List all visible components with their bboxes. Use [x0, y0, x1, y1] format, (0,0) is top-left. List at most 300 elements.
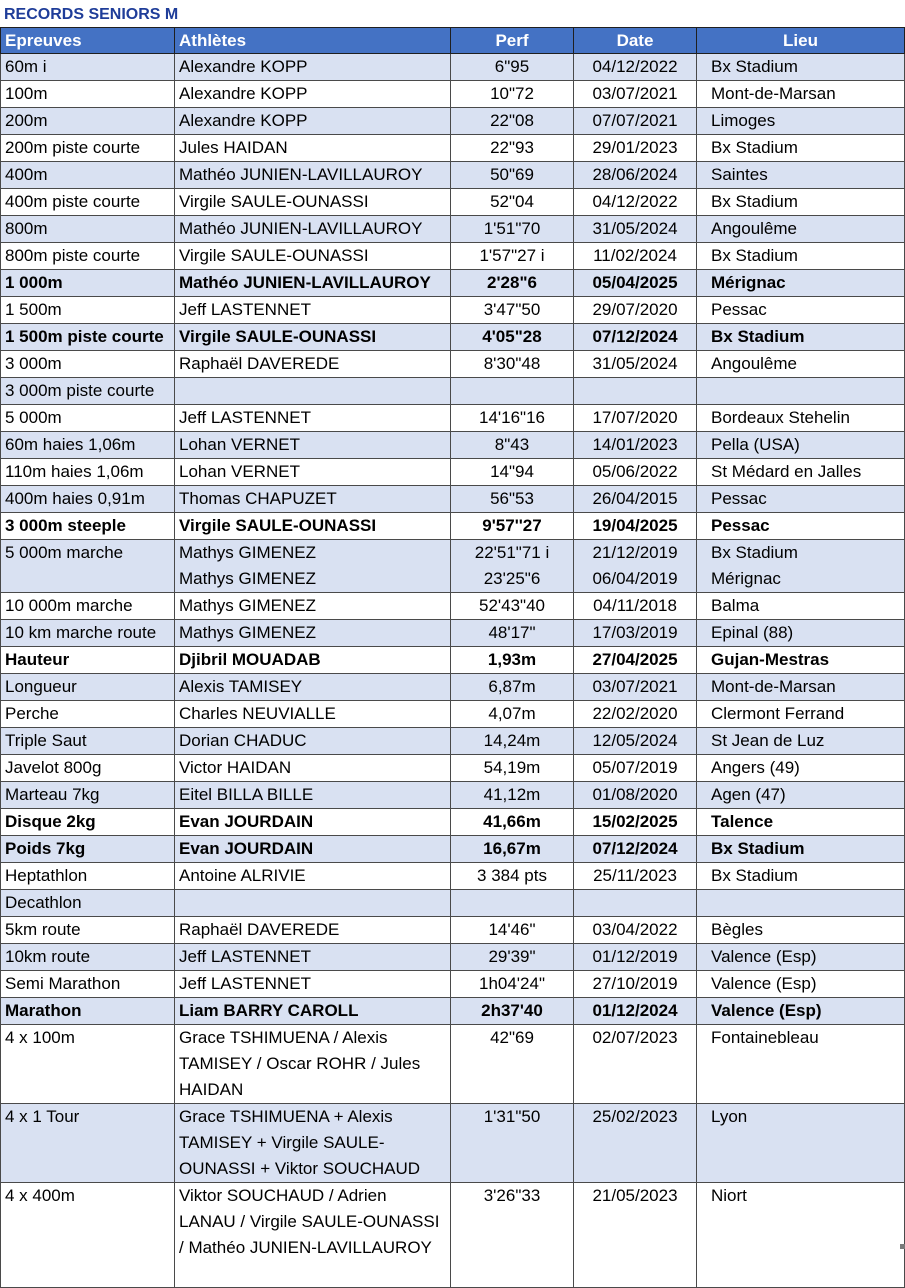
cell-epreuve — [1, 162, 175, 189]
cell-line: Pessac — [711, 489, 767, 508]
cell-date — [574, 108, 697, 135]
cell-line: 05/06/2022 — [592, 462, 678, 481]
table-row — [1, 782, 905, 809]
cell-lieu — [697, 486, 905, 513]
cell-lieu — [697, 1025, 905, 1104]
cell-epreuve — [1, 378, 175, 405]
cell-line — [179, 378, 446, 404]
cell-line: 27/04/2025 — [592, 650, 678, 669]
cell-line: 25/11/2023 — [593, 866, 677, 885]
cell-line: Poids 7kg — [5, 839, 86, 858]
table-row — [1, 189, 905, 216]
cell-epreuve — [1, 351, 175, 378]
cell-date — [574, 54, 697, 81]
cell-athlete — [175, 135, 451, 162]
cell-date — [574, 728, 697, 755]
cell-line: Viktor SOUCHAUD / Adrien — [179, 1186, 387, 1205]
cell-date — [574, 135, 697, 162]
cell-line: Bx Stadium — [711, 138, 798, 157]
cell-perf — [451, 728, 574, 755]
table-row — [1, 1025, 905, 1104]
cell-line: 100m — [5, 84, 48, 103]
cell-perf — [451, 243, 574, 270]
cell-line: 2h37'40 — [481, 1001, 543, 1020]
page-title: RECORDS SENIORS M — [4, 6, 179, 23]
cell-perf — [451, 755, 574, 782]
cell-date — [574, 971, 697, 998]
cell-line: 03/07/2021 — [592, 84, 678, 103]
cell-perf — [451, 459, 574, 486]
cell-line: 21/12/2019 — [592, 543, 678, 562]
cell-perf — [451, 701, 574, 728]
cell-line: 200m piste courte — [5, 138, 141, 157]
cell-perf — [451, 378, 574, 405]
cell-epreuve — [1, 863, 175, 890]
cell-line: Charles NEUVIALLE — [179, 704, 336, 723]
cell-perf — [451, 432, 574, 459]
cell-line: 22/02/2020 — [592, 704, 678, 723]
cell-line: Lyon — [711, 1107, 748, 1126]
cell-line: 14"94 — [490, 462, 534, 481]
cell-epreuve — [1, 270, 175, 297]
cell-perf — [451, 809, 574, 836]
cell-date — [574, 647, 697, 674]
cell-epreuve — [1, 540, 175, 593]
cell-lieu — [697, 378, 905, 405]
cell-line: Evan JOURDAIN — [179, 812, 314, 831]
table-row — [1, 378, 905, 405]
header-athletes: Athlètes — [175, 28, 451, 54]
cell-perf — [451, 593, 574, 620]
cell-line — [455, 378, 569, 404]
table-row — [1, 647, 905, 674]
cell-athlete — [175, 243, 451, 270]
cell-perf — [451, 863, 574, 890]
cell-date — [574, 351, 697, 378]
cell-line: Semi Marathon — [5, 974, 121, 993]
cell-lieu — [697, 863, 905, 890]
cell-line: 22"08 — [490, 111, 534, 130]
cell-lieu — [697, 593, 905, 620]
cell-line: Bx Stadium — [711, 327, 805, 346]
cell-epreuve — [1, 486, 175, 513]
cell-line: 54,19m — [483, 758, 541, 777]
cell-line: Alexis TAMISEY — [179, 677, 303, 696]
cell-line: Evan JOURDAIN — [179, 839, 314, 858]
cell-epreuve — [1, 1183, 175, 1288]
cell-line: Mathys GIMENEZ — [179, 623, 316, 642]
cell-epreuve — [1, 81, 175, 108]
cell-line: 1,93m — [487, 650, 537, 669]
cell-line: 5 000m marche — [5, 543, 124, 562]
cell-athlete — [175, 540, 451, 593]
header-row — [1, 28, 905, 54]
cell-date — [574, 755, 697, 782]
cell-epreuve — [1, 1104, 175, 1183]
cell-line: 02/07/2023 — [592, 1028, 678, 1047]
cell-lieu — [697, 674, 905, 701]
cell-line: 1'57"27 i — [479, 246, 545, 265]
cell-perf — [451, 1104, 574, 1183]
cell-line: Bx Stadium — [711, 543, 798, 562]
cell-epreuve — [1, 782, 175, 809]
cell-date — [574, 486, 697, 513]
cell-line: Agen (47) — [711, 785, 786, 804]
cell-perf — [451, 1183, 574, 1288]
cell-line: 01/12/2024 — [592, 1001, 678, 1020]
cell-line: 1'51"70 — [483, 219, 541, 238]
cell-line: 27/10/2019 — [592, 974, 678, 993]
cell-perf — [451, 674, 574, 701]
cell-line: 8'30"48 — [483, 354, 541, 373]
cell-epreuve — [1, 890, 175, 917]
cell-lieu — [697, 971, 905, 998]
cell-athlete — [175, 1025, 451, 1104]
cell-line: 48'17" — [488, 623, 536, 642]
cell-athlete — [175, 189, 451, 216]
cell-line: Mathys GIMENEZ — [179, 569, 316, 588]
cell-athlete — [175, 701, 451, 728]
header-epreuves: Epreuves — [1, 28, 175, 54]
cell-date — [574, 270, 697, 297]
cell-epreuve — [1, 243, 175, 270]
cell-line: Bx Stadium — [711, 246, 798, 265]
cell-line — [711, 378, 900, 404]
cell-athlete — [175, 351, 451, 378]
cell-line: 05/07/2019 — [592, 758, 678, 777]
cell-line: 04/11/2018 — [593, 596, 677, 615]
cell-line: 3 000m — [5, 354, 62, 373]
cell-lieu — [697, 944, 905, 971]
cell-line: 800m piste courte — [5, 246, 141, 265]
cell-line: Mathéo JUNIEN-LAVILLAUROY — [179, 273, 431, 292]
cell-line: 1 500m — [5, 300, 62, 319]
cell-epreuve — [1, 971, 175, 998]
table-row — [1, 216, 905, 243]
cell-date — [574, 809, 697, 836]
cell-lieu — [697, 890, 905, 917]
cell-line: Bx Stadium — [711, 57, 798, 76]
cell-perf — [451, 647, 574, 674]
cell-line: 4,07m — [488, 704, 536, 723]
cell-line: Mathys GIMENEZ — [179, 596, 316, 615]
table-row — [1, 1104, 905, 1183]
cell-line: Hauteur — [5, 650, 70, 669]
table-row — [1, 998, 905, 1025]
cell-line: 03/07/2021 — [592, 677, 678, 696]
cell-epreuve — [1, 189, 175, 216]
cell-perf — [451, 162, 574, 189]
cell-date — [574, 620, 697, 647]
cell-line: 14'46" — [488, 920, 536, 939]
cell-line — [578, 890, 692, 916]
cell-epreuve — [1, 135, 175, 162]
cell-athlete — [175, 54, 451, 81]
cell-line: 11/02/2024 — [593, 246, 677, 265]
cell-line: 03/04/2022 — [592, 920, 678, 939]
table-row — [1, 593, 905, 620]
cell-line: Javelot 800g — [5, 758, 102, 777]
cell-athlete — [175, 513, 451, 540]
table-row — [1, 486, 905, 513]
cell-line: Valence (Esp) — [711, 1001, 822, 1020]
cell-line: 19/04/2025 — [592, 516, 678, 535]
cell-perf — [451, 782, 574, 809]
cell-date — [574, 162, 697, 189]
header-date: Date — [574, 28, 697, 54]
cell-epreuve — [1, 54, 175, 81]
cell-epreuve — [1, 593, 175, 620]
cell-line: 1 000m — [5, 273, 63, 292]
table-row — [1, 728, 905, 755]
cell-lieu — [697, 459, 905, 486]
cell-line: Jeff LASTENNET — [179, 300, 311, 319]
cell-line: 07/07/2021 — [592, 111, 678, 130]
table-row — [1, 270, 905, 297]
cell-line: 60m i — [5, 57, 47, 76]
cell-line: Jeff LASTENNET — [179, 974, 311, 993]
cell-perf — [451, 620, 574, 647]
cell-date — [574, 459, 697, 486]
cell-athlete — [175, 108, 451, 135]
cell-athlete — [175, 944, 451, 971]
cell-athlete — [175, 890, 451, 917]
cell-lieu — [697, 620, 905, 647]
cell-lieu — [697, 809, 905, 836]
cell-epreuve — [1, 917, 175, 944]
cell-perf — [451, 135, 574, 162]
cell-line: Mont-de-Marsan — [711, 677, 836, 696]
cell-line: Mont-de-Marsan — [711, 84, 836, 103]
cell-line: Valence (Esp) — [711, 974, 817, 993]
cell-line: 29/01/2023 — [592, 138, 678, 157]
cell-line: 400m piste courte — [5, 192, 141, 211]
cell-epreuve — [1, 108, 175, 135]
cell-epreuve — [1, 701, 175, 728]
cell-line: 52"04 — [490, 192, 534, 211]
cell-lieu — [697, 351, 905, 378]
cell-perf — [451, 351, 574, 378]
cell-athlete — [175, 162, 451, 189]
cell-line: 01/08/2020 — [592, 785, 678, 804]
cell-athlete — [175, 432, 451, 459]
cell-line: 41,66m — [483, 812, 541, 831]
cell-line: Virgile SAULE-OUNASSI — [179, 246, 369, 265]
cell-line: Angoulême — [711, 354, 798, 373]
cell-line: 52'43"40 — [478, 596, 545, 615]
cell-line: Grace TSHIMUENA / Alexis — [179, 1028, 388, 1047]
cell-epreuve — [1, 944, 175, 971]
cell-line: 4 x 400m — [5, 1186, 75, 1205]
cell-lieu — [697, 1104, 905, 1183]
cell-line: Marathon — [5, 1001, 82, 1020]
cell-perf — [451, 836, 574, 863]
cell-lieu — [697, 189, 905, 216]
table-row — [1, 1183, 905, 1288]
table-row — [1, 108, 905, 135]
cell-lieu — [697, 836, 905, 863]
table-row — [1, 755, 905, 782]
cell-line: 22'51"71 i — [474, 543, 550, 562]
header-lieu: Lieu — [697, 28, 905, 54]
cell-epreuve — [1, 513, 175, 540]
cell-epreuve — [1, 405, 175, 432]
cell-line: Virgile SAULE-OUNASSI — [179, 327, 377, 346]
cell-line: Virgile SAULE-OUNASSI — [179, 516, 377, 535]
cell-line: 8"43 — [494, 435, 530, 454]
cell-epreuve — [1, 836, 175, 863]
cell-line: Antoine ALRIVIE — [179, 866, 306, 885]
cell-line: 29'39" — [488, 947, 536, 966]
cell-lieu — [697, 755, 905, 782]
cell-line: Perche — [5, 704, 59, 723]
cell-line: 800m — [5, 219, 48, 238]
cell-line: Heptathlon — [5, 866, 88, 885]
cell-epreuve — [1, 809, 175, 836]
cell-athlete — [175, 405, 451, 432]
cell-perf — [451, 270, 574, 297]
cell-perf — [451, 1025, 574, 1104]
cell-athlete — [175, 459, 451, 486]
cell-line: Djibril MOUADAB — [179, 650, 321, 669]
cell-line: 25/02/2023 — [592, 1107, 678, 1126]
cell-athlete — [175, 486, 451, 513]
cell-perf — [451, 324, 574, 351]
cell-line: Pella (USA) — [711, 435, 800, 454]
cell-perf — [451, 513, 574, 540]
cell-date — [574, 944, 697, 971]
cell-line: Alexandre KOPP — [179, 111, 308, 130]
cell-line: OUNASSI + Viktor SOUCHAUD — [179, 1159, 421, 1178]
cell-athlete — [175, 378, 451, 405]
cell-line: 9'57''27 — [482, 516, 542, 535]
cell-date — [574, 324, 697, 351]
cell-date — [574, 1104, 697, 1183]
cell-lieu — [697, 701, 905, 728]
cell-athlete — [175, 809, 451, 836]
cell-line: 3 000m steeple — [5, 516, 126, 535]
cell-athlete — [175, 782, 451, 809]
cell-line: Mathéo JUNIEN-LAVILLAUROY — [179, 219, 423, 238]
cell-line: Angers (49) — [711, 758, 800, 777]
cell-date — [574, 405, 697, 432]
cell-athlete — [175, 297, 451, 324]
cell-line: Jules HAIDAN — [179, 138, 288, 157]
cell-date — [574, 890, 697, 917]
cell-date — [574, 998, 697, 1025]
cell-line: Saintes — [711, 165, 768, 184]
cell-line: 15/02/2025 — [592, 812, 678, 831]
cell-line: 200m — [5, 111, 48, 130]
cell-line: 06/04/2019 — [592, 569, 678, 588]
cell-line: Thomas CHAPUZET — [179, 489, 337, 508]
cell-line: Alexandre KOPP — [179, 57, 308, 76]
cell-line: 04/12/2022 — [592, 57, 678, 76]
cell-athlete — [175, 647, 451, 674]
cell-date — [574, 1025, 697, 1104]
cell-lieu — [697, 324, 905, 351]
cell-line: 31/05/2024 — [592, 354, 678, 373]
cell-blank-line — [179, 1261, 446, 1287]
cell-date — [574, 432, 697, 459]
cell-perf — [451, 944, 574, 971]
cell-line: Victor HAIDAN — [179, 758, 292, 777]
cell-line: 14'16"16 — [478, 408, 545, 427]
table-row — [1, 620, 905, 647]
cell-line: 14/01/2023 — [592, 435, 678, 454]
cell-date — [574, 863, 697, 890]
cell-date — [574, 917, 697, 944]
cell-perf — [451, 971, 574, 998]
cell-date — [574, 378, 697, 405]
cell-line: 28/06/2024 — [592, 165, 678, 184]
cell-line: 400m — [5, 165, 48, 184]
table-row — [1, 459, 905, 486]
cell-perf — [451, 189, 574, 216]
cell-athlete — [175, 917, 451, 944]
cell-line: Longueur — [5, 677, 77, 696]
cell-epreuve — [1, 728, 175, 755]
table-row — [1, 540, 905, 593]
cell-line: Mathys GIMENEZ — [179, 543, 316, 562]
cell-line: Limoges — [711, 111, 776, 130]
table-row — [1, 432, 905, 459]
cell-line: Dorian CHADUC — [179, 731, 307, 750]
cell-perf — [451, 108, 574, 135]
cell-perf — [451, 998, 574, 1025]
cell-epreuve — [1, 674, 175, 701]
cell-lieu — [697, 1183, 905, 1288]
cell-line: 26/04/2015 — [592, 489, 678, 508]
table-row — [1, 405, 905, 432]
cell-line: TAMISEY + Virgile SAULE- — [179, 1133, 385, 1152]
cell-line: Mathéo JUNIEN-LAVILLAUROY — [179, 165, 423, 184]
table-row — [1, 917, 905, 944]
cell-line: Liam BARRY CAROLL — [179, 1001, 359, 1020]
cell-line: 07/12/2024 — [592, 327, 678, 346]
cell-epreuve — [1, 620, 175, 647]
cell-epreuve — [1, 432, 175, 459]
cell-line: Clermont Ferrand — [711, 704, 845, 723]
cell-line — [711, 890, 900, 916]
cell-date — [574, 836, 697, 863]
cell-athlete — [175, 836, 451, 863]
cell-epreuve — [1, 216, 175, 243]
cell-epreuve — [1, 647, 175, 674]
cell-athlete — [175, 81, 451, 108]
cell-epreuve — [1, 998, 175, 1025]
cell-line: / Mathéo JUNIEN-LAVILLAUROY — [179, 1238, 432, 1257]
cell-line: Gujan-Mestras — [711, 650, 830, 669]
cell-line: 14,24m — [483, 731, 541, 750]
cell-date — [574, 513, 697, 540]
cell-lieu — [697, 782, 905, 809]
cell-line: 56"53 — [490, 489, 534, 508]
cell-line: 01/12/2019 — [592, 947, 678, 966]
table-row — [1, 297, 905, 324]
cell-line — [455, 890, 569, 916]
cell-line: Pessac — [711, 516, 770, 535]
cell-line: 60m haies 1,06m — [5, 435, 136, 454]
cell-line: Raphaël DAVEREDE — [179, 354, 340, 373]
cell-line: TAMISEY / Oscar ROHR / Jules — [179, 1054, 421, 1073]
cell-perf — [451, 297, 574, 324]
cell-line: Lohan VERNET — [179, 435, 300, 454]
cell-line: Jeff LASTENNET — [179, 408, 311, 427]
cell-lieu — [697, 297, 905, 324]
table-row — [1, 836, 905, 863]
cell-perf — [451, 890, 574, 917]
